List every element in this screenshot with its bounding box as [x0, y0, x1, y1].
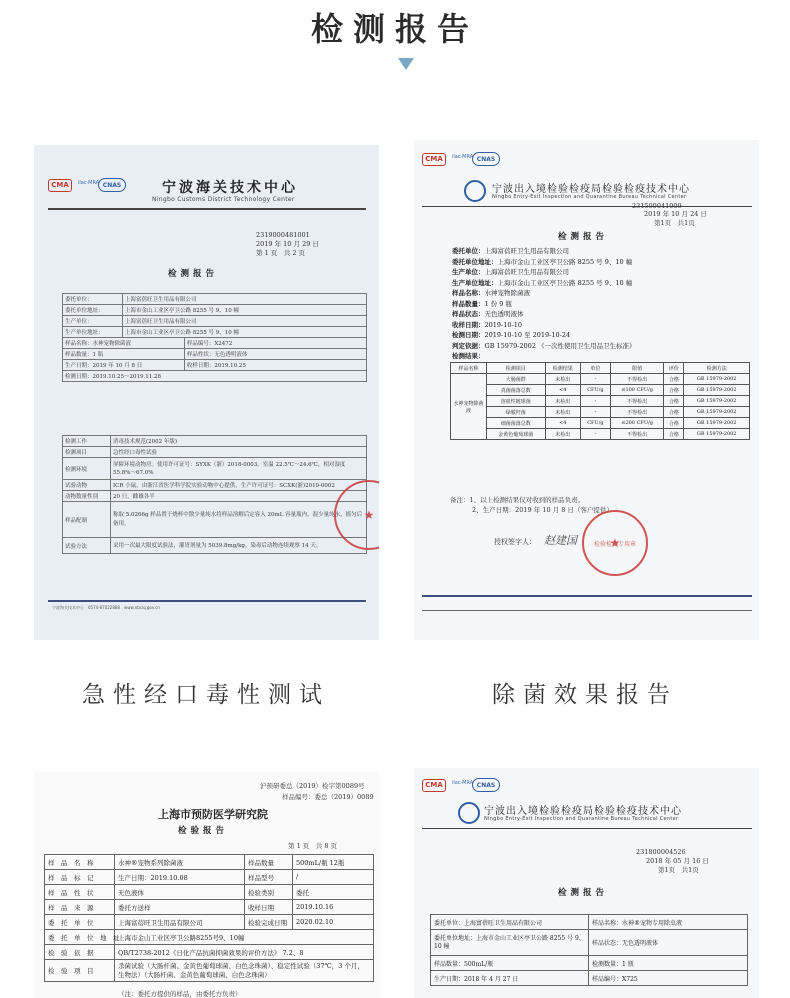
footnote: （注：委托方提供的样品，由委托方负责）	[118, 990, 242, 998]
report-heading: 检测报告	[558, 888, 609, 898]
report-number: 231500041009	[632, 202, 682, 210]
report-fields: 委托单位：上海富蓓旺卫生用品有限公司 委托单位地址：上海市金山工业区亭卫公路 8255 号 9、10 幢 生产单位：上海富蓓旺卫生用品有限公司 生产单位地址：上海市金山工业区亭卫公路 8255 号 9、10 幢 样品名称：水神宠物除菌液 样品数量：1 份 9 瓶 样品状态：无色透明液体 收样日期：2019-10-10 检测日期：2019-10-10 至 2019-10-24 判定依据：GB 15979-2002 《一次性使用卫生用品卫生标准》 检测结果：	[452, 247, 636, 360]
document-inspection-report	[34, 772, 379, 998]
ciq-logo-icon	[464, 180, 486, 202]
note-2: 2、生产日期：2019 年 10 月 8 日（客户提供）	[472, 506, 613, 514]
org-name: 宁波出入境检验检疫局检验检疫技术中心	[492, 184, 690, 195]
down-arrow-icon	[398, 58, 414, 70]
org-name-en: Ningbo Entry-Exit Inspection and Quarantine Bureau Technical Center	[492, 194, 687, 200]
org-name-en: Ningbo Entry-Exit Inspection and Quarantine Bureau Technical Center	[484, 816, 679, 822]
cnas-logo-icon: CNAS	[98, 178, 126, 192]
page-count: 第 1 页 共 8 页	[288, 842, 338, 850]
report-date: 2019 年 10 月 29 日	[256, 240, 319, 248]
document-acute-toxicity	[34, 145, 379, 640]
inspection-table: 样 品 名 称 水神®宠物系列除菌液 样品数量 500mL/瓶 12瓶 样 品 标 记 生产日期：2019.10.08 样品型号 / 样 品 性 状 无色液体 检验类别 委托 样 品 来 源 委托方送样 收样日期 2019.10.16 委 托 单 位 上海富蓓旺卫生用品有限公司 检验完成日期 2020.02.10 委 托 单 位 地 址 上海市金山工业区亭卫公路8255号9、10幢 检 验 依 据 QB/T2738-2012《日化产品抗菌抑菌效果的评价方法》 7.2、8 检 验 项 目 杀菌试验（大肠杆菌、金黄色葡萄球菌、白色念珠菌）、稳定性试验（37℃，3 个月，生物法）（大肠杆菌、金黄色葡萄球菌、白色念珠菌）	[44, 854, 374, 982]
signature: 赵建国	[544, 534, 577, 547]
ilac-logo-icon: ilac·MRA	[452, 780, 474, 786]
reference-number: 沪预研委总（2019）检字第0089号	[260, 782, 365, 790]
org-name-en: Ningbo Customs District Technology Center	[152, 196, 295, 203]
report-table: 委托单位：上海富蓓旺卫生用品有限公司 样品名称：水神®宠物专用除虫液 委托单位地址：上海市金山工业区亭卫公路 8255 号 9、10 幢 样品状态：无色透明液体 样品数量：500mL/瓶 检测数量：1 瓶 生产日期：2018 年 4 月 27 日 样品编号：X725	[430, 914, 748, 986]
page-count: 第1页 共1页	[654, 219, 695, 227]
ilac-logo-icon: ilac·MRA	[78, 180, 100, 186]
org-name: 宁波出入境检验检疫局检验检疫技术中心	[484, 806, 682, 817]
page-count: 第1页 共1页	[658, 866, 699, 874]
org-name: 上海市预防医学研究院	[158, 808, 268, 821]
cma-logo-icon: CMA	[422, 153, 446, 166]
org-name: 宁波海关技术中心	[162, 180, 298, 196]
test-detail-table: 检测工作 消毒技术规范(2002 年版) 检测项目 急性经口毒性试验 检测环境 屏障环境动物房。使用许可证号：SYXK（浙）2018-0003。室温 22.5℃～24.6℃，相对湿度 55.8%～67.0% 试验动物 ICR 小鼠，由浙江省医学科学院实验动物中心提供，生产许可证号：SCXK(浙)2019-0002 动物数量性别 20 只，雌雄各半 样品配制 称取 5.0266g 样品置于烧杯中散少量纯水将样品溶解后定容入 20mL 容量瓶内，混少量纯水，摇匀后备用。 试验方法 采用一次最大限度试验法，灌胃剂量为 5039.8mg/kg。染毒后动物连续观察 14 天。	[62, 435, 367, 554]
report-heading: 检测报告	[168, 269, 219, 279]
document-antibacterial	[414, 140, 759, 640]
page-count: 第 1 页 共 2 页	[256, 249, 306, 257]
sample-info-table: 委托单位： 上海富蓓旺卫生用品有限公司 委托单位地址： 上海市金山工业区亭卫公路 8255 号 9、10 幢 生产单位： 上海富蓓旺卫生用品有限公司 生产单位地址： 上海市金山工业区亭卫公路 8255 号 9、10 幢 样品名称：水神宠物除菌液 样品编号：X2472 样品数量：1 瓶 样品性状：无色透明液体 生产日期：2019 年 10 月 8 日 收样日期：2019.10.25 检测日期：2019.10.25～2019.11.28	[62, 293, 367, 382]
results-table: 样品名称 检测项目 检测结果 单位 限值 评价 检测方法 水神宠物除菌液 大肠菌群 未检出 - 不得检出 合格 GB 15979-2002 真菌菌落总数 <4 CFU/g ≤100 CFU/g 合格 GB 15979-2002 溶血性链球菌 未检出 - 不得检出 合格 GB 15979-2002 绿脓杆菌 未检出 - 不得检出 合格 GB 15979-2002 细菌菌落总数 <4 CFU/g ≤200 CFU/g 合格 GB 15979-2002 金黄色葡萄球菌 未检出 - 不得检出 合格 GB 15979-2002	[450, 362, 750, 440]
report-heading: 检测报告	[558, 232, 609, 242]
cnas-logo-icon: CNAS	[472, 152, 500, 166]
caption-acute-toxicity: 急性经口毒性测试	[82, 682, 330, 708]
footer-text: 宁波海关技术中心 0574-87022888 www.nbciq.gov.cn	[52, 605, 160, 610]
official-seal-icon: 检验检测专用章 ★	[582, 510, 648, 576]
report-heading: 检验报告	[178, 826, 229, 836]
caption-antibacterial: 除菌效果报告	[492, 682, 678, 708]
report-number: 2319000481001	[256, 231, 310, 239]
sample-number: 样品编号：委总（2019）0089	[282, 793, 374, 801]
page-title: 检测报告	[310, 10, 479, 48]
cma-logo-icon: CMA	[422, 779, 446, 792]
document-ningbo-report	[414, 768, 759, 998]
report-date: 2019 年 10 月 24 日	[644, 210, 707, 218]
cma-logo-icon: CMA	[48, 179, 72, 192]
cnas-logo-icon: CNAS	[472, 778, 500, 792]
ilac-logo-icon: ilac·MRA	[452, 154, 474, 160]
report-number: 231800004526	[636, 848, 686, 856]
note-1: 备注：1、以上检测结果仅对收到的样品负责。	[450, 496, 585, 504]
ciq-logo-icon	[458, 802, 480, 824]
signer-label: 授权签字人：	[494, 538, 536, 546]
report-date: 2018 年 05 月 16 日	[646, 857, 709, 865]
